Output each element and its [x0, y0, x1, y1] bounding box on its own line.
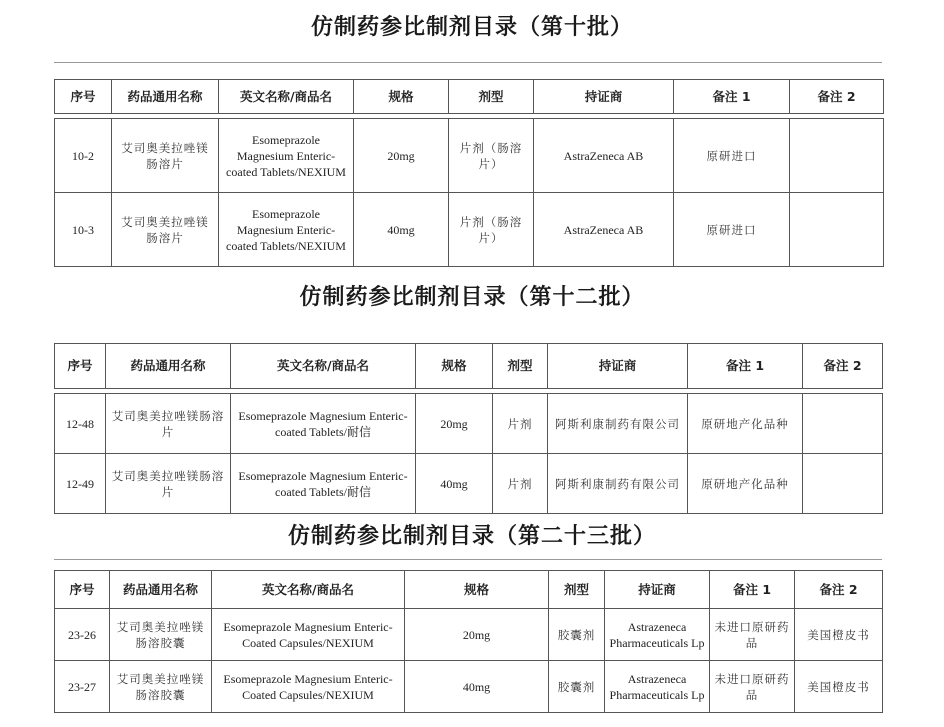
header-cell: 药品通用名称 [110, 571, 212, 609]
header-cell: 序号 [55, 571, 110, 609]
drug-cn-name: 艾司奥美拉唑镁肠溶胶囊 [110, 609, 212, 661]
header-cell: 持证商 [534, 80, 674, 114]
drug-spec: 20mg [416, 394, 493, 454]
table-batch-10 [54, 79, 884, 267]
dosage-form: 片剂 [493, 454, 548, 514]
header-cell: 剂型 [449, 80, 534, 114]
drug-cn-name: 艾司奥美拉唑镁肠溶片 [112, 119, 219, 193]
drug-cn-name: 艾司奥美拉唑镁肠溶胶囊 [110, 661, 212, 713]
row-number: 10-2 [55, 119, 112, 193]
note-1: 原研地产化品种 [688, 394, 803, 454]
drug-spec: 40mg [405, 661, 549, 713]
note-1: 原研进口 [674, 193, 790, 267]
table-header-row [55, 80, 884, 114]
license-holder: 阿斯利康制药有限公司 [548, 454, 688, 514]
header-cell: 药品通用名称 [112, 80, 219, 114]
header-cell: 规格 [405, 571, 549, 609]
note-2 [803, 454, 883, 514]
header-cell: 剂型 [549, 571, 605, 609]
row-number: 23-27 [55, 661, 110, 713]
drug-cn-name: 艾司奥美拉唑镁肠溶片 [112, 193, 219, 267]
table-row [55, 661, 883, 713]
dosage-form: 片剂（肠溶片） [449, 119, 534, 193]
drug-spec: 20mg [354, 119, 449, 193]
header-cell: 规格 [416, 344, 493, 389]
note-1: 未进口原研药品 [710, 661, 795, 713]
license-holder: AstraZeneca AB [534, 119, 674, 193]
note-2: 美国橙皮书 [795, 609, 883, 661]
row-number: 12-48 [55, 394, 106, 454]
note-1: 原研地产化品种 [688, 454, 803, 514]
header-cell: 备注 2 [803, 344, 883, 389]
table-header-row [55, 344, 883, 389]
note-2 [790, 193, 884, 267]
drug-spec: 40mg [354, 193, 449, 267]
drug-en-name: Esomeprazole Magnesium Enteric-coated Tablets/NEXIUM [219, 119, 354, 193]
license-holder: AstraZeneca AB [534, 193, 674, 267]
header-cell: 备注 2 [790, 80, 884, 114]
header-cell: 规格 [354, 80, 449, 114]
header-cell: 剂型 [493, 344, 548, 389]
row-number: 23-26 [55, 609, 110, 661]
drug-cn-name: 艾司奥美拉唑镁肠溶片 [106, 454, 231, 514]
drug-cn-name: 艾司奥美拉唑镁肠溶片 [106, 394, 231, 454]
divider [54, 559, 882, 560]
note-2 [790, 119, 884, 193]
header-cell: 备注 2 [795, 571, 883, 609]
section-23-title: 仿制药参比制剂目录（第二十三批） [287, 524, 656, 549]
header-cell: 序号 [55, 80, 112, 114]
section-12-title: 仿制药参比制剂目录（第十二批） [299, 285, 645, 310]
note-1: 原研进口 [674, 119, 790, 193]
header-cell: 序号 [55, 344, 106, 389]
dosage-form: 片剂 [493, 394, 548, 454]
header-cell: 持证商 [605, 571, 710, 609]
note-2: 美国橙皮书 [795, 661, 883, 713]
drug-spec: 40mg [416, 454, 493, 514]
dosage-form: 胶囊剂 [549, 609, 605, 661]
header-cell: 英文名称/商品名 [219, 80, 354, 114]
table-row [55, 454, 883, 514]
table-row [55, 609, 883, 661]
table-header-row [55, 571, 883, 609]
license-holder: Astrazeneca Pharmaceuticals Lp [605, 609, 710, 661]
row-number: 12-49 [55, 454, 106, 514]
drug-en-name: Esomeprazole Magnesium Enteric-Coated Capsules/NEXIUM [212, 609, 405, 661]
table-row [55, 119, 884, 193]
table-batch-12 [54, 343, 883, 514]
row-number: 10-3 [55, 193, 112, 267]
dosage-form: 片剂（肠溶片） [449, 193, 534, 267]
drug-en-name: Esomeprazole Magnesium Enteric-coated Tablets/耐信 [231, 454, 416, 514]
section-10-title: 仿制药参比制剂目录（第十批） [310, 15, 633, 40]
table-row [55, 193, 884, 267]
drug-en-name: Esomeprazole Magnesium Enteric-coated Tablets/NEXIUM [219, 193, 354, 267]
header-cell: 备注 1 [710, 571, 795, 609]
drug-en-name: Esomeprazole Magnesium Enteric-Coated Capsules/NEXIUM [212, 661, 405, 713]
header-cell: 备注 1 [674, 80, 790, 114]
divider [54, 62, 882, 63]
license-holder: 阿斯利康制药有限公司 [548, 394, 688, 454]
dosage-form: 胶囊剂 [549, 661, 605, 713]
note-2 [803, 394, 883, 454]
table-row [55, 394, 883, 454]
drug-spec: 20mg [405, 609, 549, 661]
header-cell: 备注 1 [688, 344, 803, 389]
license-holder: Astrazeneca Pharmaceuticals Lp [605, 661, 710, 713]
header-cell: 英文名称/商品名 [231, 344, 416, 389]
table-batch-23 [54, 570, 883, 713]
drug-en-name: Esomeprazole Magnesium Enteric-coated Tablets/耐信 [231, 394, 416, 454]
header-cell: 英文名称/商品名 [212, 571, 405, 609]
header-cell: 持证商 [548, 344, 688, 389]
header-cell: 药品通用名称 [106, 344, 231, 389]
note-1: 未进口原研药品 [710, 609, 795, 661]
